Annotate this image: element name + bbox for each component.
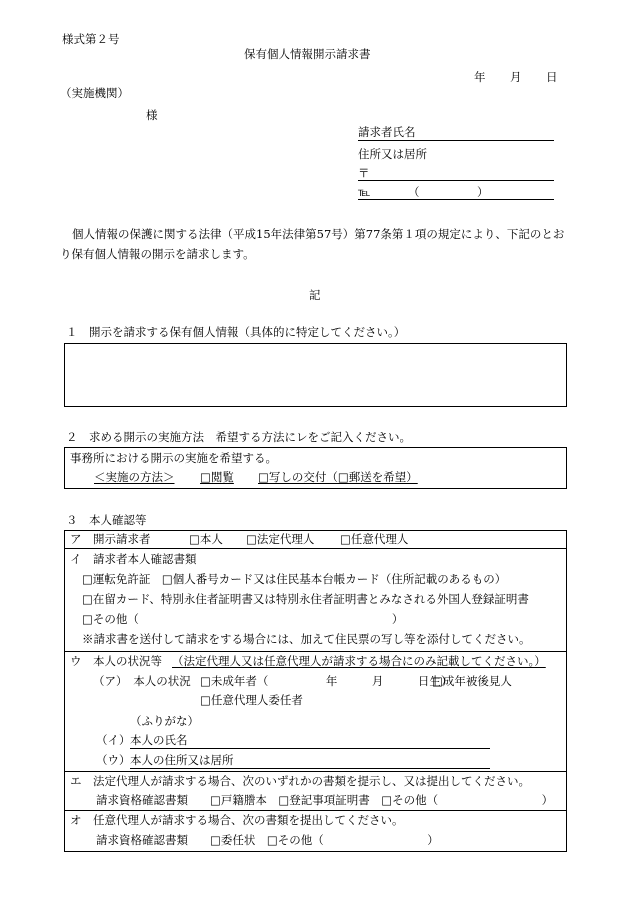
u-a-label: （ア） 本人の状況 (93, 674, 191, 688)
o-options[interactable]: □委任状 □その他（ ） (210, 833, 439, 847)
o-label: オ 任意代理人が請求する場合、次の書類を提出してください。 (70, 813, 404, 827)
e-label: エ 法定代理人が請求する場合、次のいずれかの書類を提示し、又は提出してください。 (70, 774, 530, 788)
i-line-1[interactable]: □運転免許証 □個人番号カード又は住民基本台帳カード（住所記載のあるもの） (82, 572, 507, 586)
sec3-divider-i (64, 651, 567, 652)
sec3-divider-a (64, 548, 567, 549)
opt-copy-checkbox[interactable]: □写しの交付（□郵送を希望） (258, 470, 418, 484)
date-day: 日 (546, 70, 558, 84)
requester-name-label: 請求者氏名 (358, 125, 416, 139)
opt-view-checkbox[interactable]: □閲覧 (200, 470, 234, 484)
requester-address-line[interactable] (358, 180, 554, 181)
a-opt-voluntary-agent[interactable]: □任意代理人 (340, 532, 409, 546)
e-docs-label: 請求資格確認書類 (96, 793, 188, 807)
u-label-note: （法定代理人又は任意代理人が請求する場合にのみ記載してください。） (172, 654, 546, 668)
u-name-line[interactable] (130, 748, 490, 749)
a-opt-self[interactable]: □本人 (189, 532, 223, 546)
i-note: ※請求書を送付して請求をする場合には、加えて住民票の写し等を添付してください。 (82, 632, 531, 646)
u-a-opt-principal[interactable]: □任意代理人委任者 (200, 693, 303, 707)
e-options[interactable]: □戸籍謄本 □登記事項証明書 □その他（ ） (210, 793, 554, 807)
o-docs-label: 請求資格確認書類 (96, 833, 188, 847)
date-month: 月 (510, 70, 522, 84)
body-line-1: 個人情報の保護に関する法律（平成15年法律第57号）第77条第１項の規定により、下記のとお (72, 227, 565, 241)
sec1-info-box[interactable] (64, 343, 567, 407)
tel-parens: （ ） (408, 185, 489, 199)
i-line-2[interactable]: □在留カード、特別永住者証明書又は特別永住者証明書とみなされる外国人登録証明書 (82, 592, 529, 606)
sec2-line-1: 事務所における開示の実施を希望する。 (70, 451, 277, 465)
u-furigana: （ふりがな） (130, 714, 199, 728)
postal-mark: 〒 (358, 166, 370, 180)
date-year: 年 (474, 70, 486, 84)
u-u-label: （ウ） (96, 753, 131, 767)
u-address-label: 本人の住所又は居所 (130, 753, 234, 767)
ki-label: 記 (309, 288, 321, 302)
requester-tel-line[interactable] (358, 199, 554, 200)
tel-mark: ℡ (358, 185, 371, 199)
sama-label: 様 (146, 108, 158, 122)
u-address-line[interactable] (130, 768, 490, 769)
u-name-label: 本人の氏名 (130, 733, 188, 747)
form-title: 保有個人情報開示請求書 (244, 47, 371, 61)
sec2-method-label: ＜実施の方法＞ (94, 470, 175, 484)
u-a-opt-minor[interactable]: □未成年者（ 年 月 日生） (200, 674, 453, 688)
i-line-3[interactable]: □その他（ ） (82, 612, 404, 626)
agency-label: （実施機関） (60, 86, 129, 100)
body-line-2: り保有個人情報の開示を請求します。 (60, 247, 255, 261)
sec3-divider-e (64, 810, 567, 811)
sec3-divider-u (64, 771, 567, 772)
sec1-heading: １ 開示を請求する保有個人情報（具体的に特定してください。） (66, 325, 406, 339)
i-label: イ 請求者本人確認書類 (70, 552, 197, 566)
sec3-heading: ３ 本人確認等 (66, 513, 147, 527)
a-label: ア 開示請求者 (70, 532, 151, 546)
sec2-heading: ２ 求める開示の実施方法 希望する方法にレをご記入ください。 (66, 430, 411, 444)
u-i-label: （イ） (96, 733, 131, 747)
u-a-opt-adult-ward[interactable]: □成年被後見人 (432, 674, 512, 688)
form-number: 様式第２号 (62, 32, 120, 46)
requester-address-label: 住所又は居所 (358, 147, 427, 161)
u-label: ウ 本人の状況等 (70, 654, 162, 668)
a-opt-legal-agent[interactable]: □法定代理人 (246, 532, 315, 546)
requester-name-line[interactable] (358, 140, 554, 141)
